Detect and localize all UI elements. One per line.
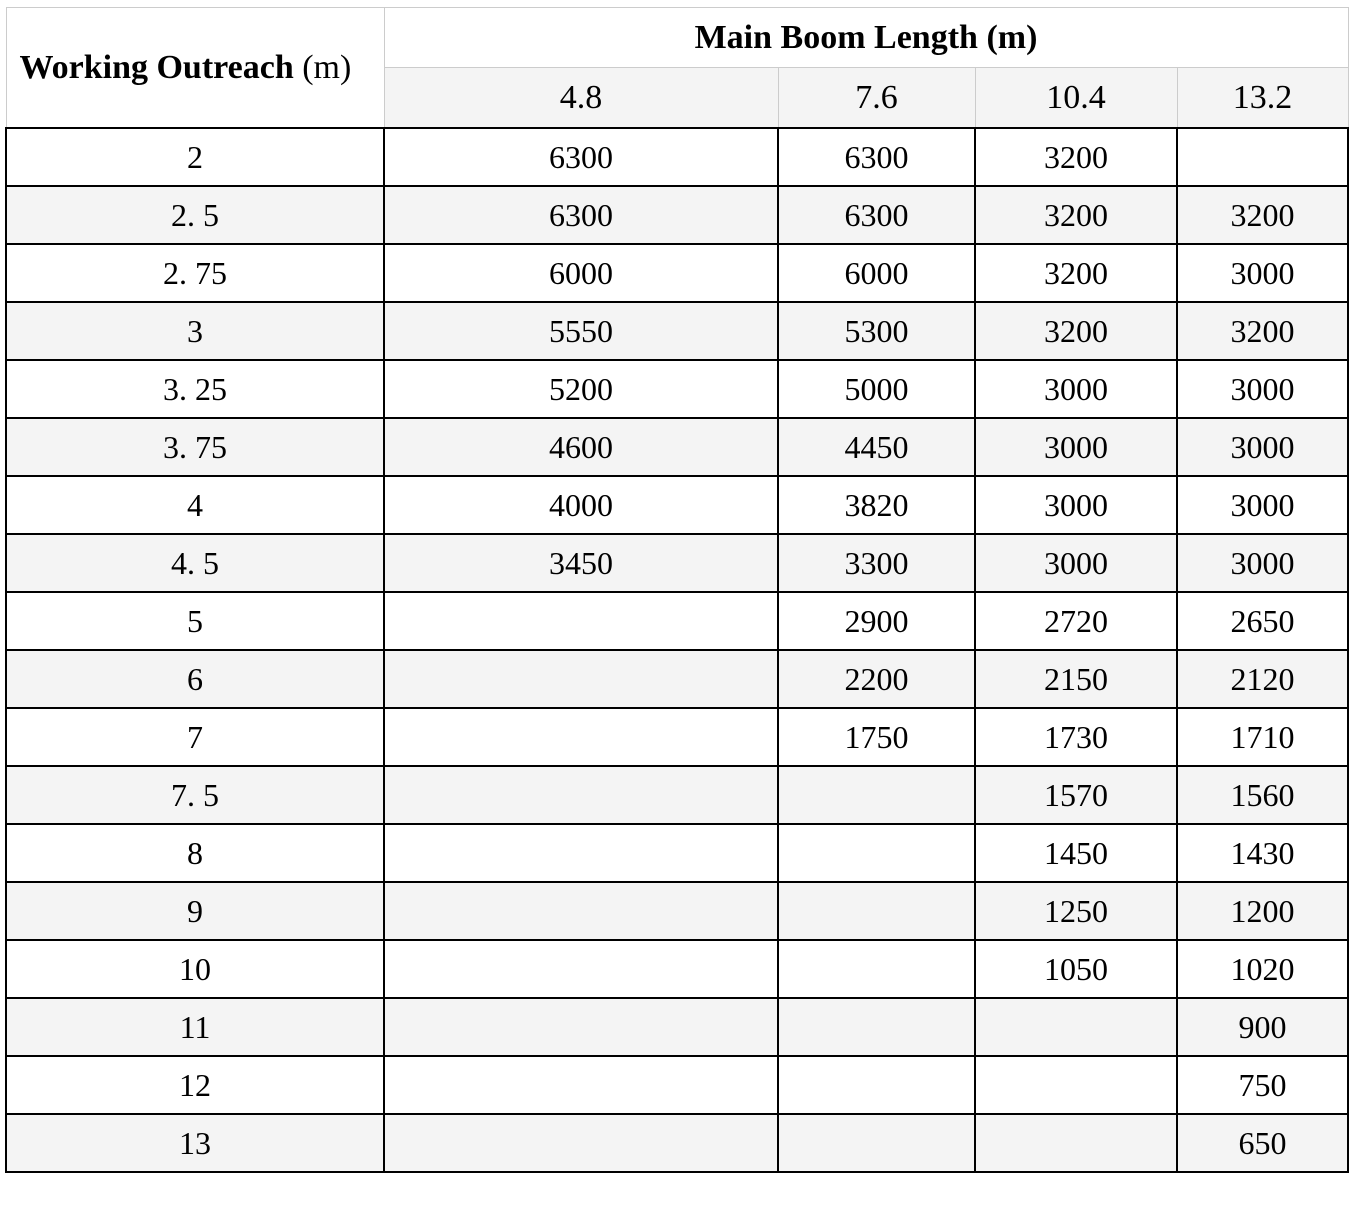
boom-length-header: 4.8	[384, 68, 778, 129]
load-value-cell: 1730	[975, 708, 1177, 766]
load-value-cell: 2900	[778, 592, 975, 650]
outreach-cell: 7	[6, 708, 384, 766]
load-value-cell: 1250	[975, 882, 1177, 940]
load-value-cell: 3000	[975, 534, 1177, 592]
load-value-cell	[778, 1114, 975, 1172]
load-value-cell: 3000	[1177, 244, 1348, 302]
outreach-cell: 8	[6, 824, 384, 882]
outreach-cell: 5	[6, 592, 384, 650]
load-value-cell: 3450	[384, 534, 778, 592]
main-boom-length-header: Main Boom Length (m)	[384, 8, 1348, 68]
outreach-cell: 3. 25	[6, 360, 384, 418]
table-row	[6, 476, 1348, 534]
load-value-cell: 1710	[1177, 708, 1348, 766]
load-value-cell	[975, 1056, 1177, 1114]
load-value-cell	[778, 824, 975, 882]
working-outreach-unit: (m)	[302, 48, 352, 86]
load-value-cell: 1560	[1177, 766, 1348, 824]
load-value-cell: 6000	[778, 244, 975, 302]
table-row	[6, 592, 1348, 650]
load-value-cell: 1020	[1177, 940, 1348, 998]
table-row	[6, 360, 1348, 418]
load-value-cell: 1050	[975, 940, 1177, 998]
load-value-cell: 3200	[975, 128, 1177, 186]
load-value-cell: 5550	[384, 302, 778, 360]
load-value-cell: 3200	[975, 186, 1177, 244]
outreach-cell: 9	[6, 882, 384, 940]
load-value-cell	[778, 882, 975, 940]
outreach-cell: 10	[6, 940, 384, 998]
boom-length-header: 10.4	[975, 68, 1177, 129]
load-value-cell: 6300	[384, 128, 778, 186]
table-row	[6, 534, 1348, 592]
load-value-cell: 1200	[1177, 882, 1348, 940]
load-value-cell	[384, 650, 778, 708]
load-value-cell	[778, 940, 975, 998]
table-row	[6, 128, 1348, 186]
table-row	[6, 882, 1348, 940]
load-value-cell: 6300	[384, 186, 778, 244]
load-value-cell: 5200	[384, 360, 778, 418]
load-value-cell: 1450	[975, 824, 1177, 882]
boom-length-header: 7.6	[778, 68, 975, 129]
load-value-cell: 3200	[975, 244, 1177, 302]
load-value-cell: 2650	[1177, 592, 1348, 650]
load-value-cell: 6300	[778, 186, 975, 244]
load-value-cell	[384, 708, 778, 766]
load-value-cell: 4600	[384, 418, 778, 476]
load-value-cell: 1570	[975, 766, 1177, 824]
load-value-cell: 3000	[1177, 360, 1348, 418]
load-value-cell: 3000	[975, 476, 1177, 534]
load-value-cell: 6000	[384, 244, 778, 302]
boom-length-header: 13.2	[1177, 68, 1348, 129]
load-value-cell	[384, 1056, 778, 1114]
load-value-cell: 750	[1177, 1056, 1348, 1114]
load-value-cell	[975, 1114, 1177, 1172]
table-header	[6, 8, 1348, 129]
load-value-cell: 3200	[1177, 186, 1348, 244]
load-value-cell: 650	[1177, 1114, 1348, 1172]
load-value-cell: 3300	[778, 534, 975, 592]
load-value-cell: 2150	[975, 650, 1177, 708]
table-row	[6, 302, 1348, 360]
load-value-cell	[1177, 128, 1348, 186]
load-value-cell: 3200	[975, 302, 1177, 360]
load-value-cell: 3000	[975, 360, 1177, 418]
outreach-cell: 3	[6, 302, 384, 360]
outreach-cell: 7. 5	[6, 766, 384, 824]
table-row	[6, 940, 1348, 998]
load-value-cell: 2720	[975, 592, 1177, 650]
table-row	[6, 1056, 1348, 1114]
load-value-cell	[384, 766, 778, 824]
load-value-cell: 3200	[1177, 302, 1348, 360]
load-value-cell: 900	[1177, 998, 1348, 1056]
load-value-cell: 1750	[778, 708, 975, 766]
outreach-cell: 12	[6, 1056, 384, 1114]
table-row	[6, 766, 1348, 824]
table-row	[6, 998, 1348, 1056]
load-value-cell: 2200	[778, 650, 975, 708]
load-value-cell	[778, 1056, 975, 1114]
load-value-cell: 1430	[1177, 824, 1348, 882]
table-body	[6, 128, 1348, 1172]
load-value-cell	[384, 592, 778, 650]
working-outreach-header	[6, 8, 384, 129]
outreach-cell: 2	[6, 128, 384, 186]
load-value-cell	[384, 940, 778, 998]
outreach-cell: 13	[6, 1114, 384, 1172]
table-row	[6, 708, 1348, 766]
table-row	[6, 650, 1348, 708]
table-row	[6, 186, 1348, 244]
load-value-cell: 6300	[778, 128, 975, 186]
load-value-cell: 5000	[778, 360, 975, 418]
outreach-cell: 3. 75	[6, 418, 384, 476]
table-row	[6, 418, 1348, 476]
load-chart-table	[5, 7, 1349, 1173]
load-value-cell: 3000	[1177, 418, 1348, 476]
load-value-cell	[384, 998, 778, 1056]
load-value-cell: 3000	[975, 418, 1177, 476]
load-value-cell	[778, 766, 975, 824]
load-value-cell	[975, 998, 1177, 1056]
load-value-cell: 5300	[778, 302, 975, 360]
load-value-cell	[384, 824, 778, 882]
working-outreach-label: Working Outreach	[19, 48, 294, 86]
outreach-cell: 2. 5	[6, 186, 384, 244]
outreach-cell: 11	[6, 998, 384, 1056]
load-value-cell	[384, 882, 778, 940]
load-value-cell: 3000	[1177, 534, 1348, 592]
load-value-cell: 3820	[778, 476, 975, 534]
outreach-cell: 2. 75	[6, 244, 384, 302]
outreach-cell: 4. 5	[6, 534, 384, 592]
load-value-cell: 2120	[1177, 650, 1348, 708]
table-row	[6, 244, 1348, 302]
load-value-cell: 4000	[384, 476, 778, 534]
load-value-cell	[778, 998, 975, 1056]
outreach-cell: 6	[6, 650, 384, 708]
table-row	[6, 1114, 1348, 1172]
load-value-cell	[384, 1114, 778, 1172]
outreach-cell: 4	[6, 476, 384, 534]
table-row	[6, 824, 1348, 882]
load-value-cell: 4450	[778, 418, 975, 476]
load-value-cell: 3000	[1177, 476, 1348, 534]
